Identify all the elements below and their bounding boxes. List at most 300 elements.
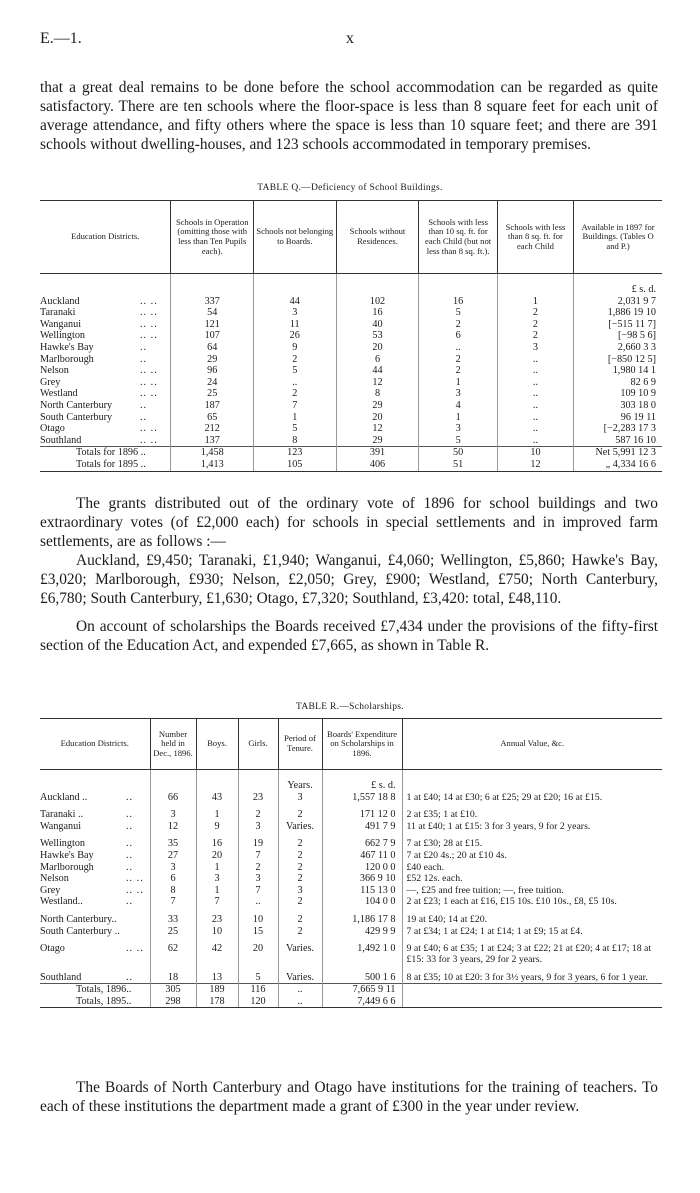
value-cell: 20 <box>336 412 419 424</box>
district-cell <box>40 885 150 897</box>
value-cell: 123 <box>253 447 336 459</box>
col-header: Education Districts. <box>60 738 129 749</box>
available-cell: 1,886 19 10 <box>574 307 662 319</box>
table-row <box>40 412 662 424</box>
leader-dots: .. <box>126 809 134 821</box>
value-cell: 29 <box>336 400 419 412</box>
value-cell: 16 <box>196 832 238 850</box>
value-cell: 406 <box>336 459 419 471</box>
available-cell: 109 10 9 <box>574 388 662 400</box>
value-cell: 20 <box>238 937 278 965</box>
value-cell: 12 <box>336 423 419 435</box>
annual-value-cell: 11 at £40; 1 at £15: 3 for 3 years, 9 for 2 years. <box>402 821 662 833</box>
value-cell: 3 <box>238 821 278 833</box>
col-header: Girls. <box>238 719 278 770</box>
leader-dots: .. .. <box>140 330 158 342</box>
paragraph-grants <box>40 494 658 655</box>
value-cell: 5 <box>419 435 497 447</box>
value-cell: 44 <box>253 296 336 308</box>
available-cell: 1,980 14 1 <box>574 365 662 377</box>
annual-value-cell: 7 at £34; 1 at £24; 1 at £14; 1 at £9; 15 at £4. <box>402 926 662 938</box>
value-cell: 120 <box>238 996 278 1008</box>
value-cell: 2 <box>278 862 322 874</box>
leader-dots: .. <box>126 838 134 850</box>
district-cell <box>40 354 171 366</box>
annual-value-cell: —, £25 and free tuition; —, free tuition. <box>402 885 662 897</box>
col-header: Boards' Expenditure on Scholarships in 1896. <box>322 719 402 770</box>
expenditure-cell: 120 0 0 <box>322 862 402 874</box>
value-cell: 2 <box>419 354 497 366</box>
annual-value-cell: 7 at £20 4s.; 20 at £10 4s. <box>402 850 662 862</box>
table-row <box>40 435 662 447</box>
expenditure-cell: 1,557 18 8 <box>322 792 402 804</box>
value-cell: 3 <box>150 862 196 874</box>
expenditure-cell: 366 9 10 <box>322 873 402 885</box>
value-cell: 35 <box>150 832 196 850</box>
col-header: Schools with less than 8 sq. ft. for each Child <box>497 201 573 274</box>
value-cell: 3 <box>278 792 322 804</box>
value-cell: 1 <box>253 412 336 424</box>
value-cell: 42 <box>196 937 238 965</box>
available-cell: [−2,283 17 3 <box>574 423 662 435</box>
col-header: Schools without Residences. <box>336 201 419 274</box>
value-cell: 23 <box>238 792 278 804</box>
table-row <box>40 937 662 965</box>
value-cell: 187 <box>171 400 254 412</box>
leader-dots: .. .. <box>140 434 158 446</box>
district-name: Wellington <box>40 330 86 342</box>
totals-label: Totals for 1896 .. <box>40 447 171 459</box>
table-row <box>40 388 662 400</box>
value-cell: 43 <box>196 792 238 804</box>
value-cell: 2 <box>278 873 322 885</box>
col-header: Number held in Dec., 1896. <box>150 719 196 770</box>
value-cell: 29 <box>171 354 254 366</box>
table-q-caption: TABLE Q.—Deficiency of School Buildings. <box>257 183 443 193</box>
leader-dots: .. <box>140 399 148 411</box>
available-cell: Net 5,991 12 3 <box>574 447 662 459</box>
value-cell: .. <box>278 984 322 996</box>
expenditure-cell: 491 7 9 <box>322 821 402 833</box>
paragraph-text: that a great deal remains to be done before the school accommodation can be regarded as quite satisfactory. There are ten schools where the floor-space is less than 8 square feet for each unit of average attendance, and fifty others where the space is less than 10 square feet; and there are 391 schools without dwelling-houses, and 123 schools accommodated in temporary premises. <box>40 79 658 153</box>
value-cell: 6 <box>150 873 196 885</box>
value-cell: 33 <box>150 908 196 926</box>
annual-value-cell: 19 at £40; 14 at £20. <box>402 908 662 926</box>
value-cell: 2 <box>278 832 322 850</box>
value-cell: 20 <box>196 850 238 862</box>
annual-value-cell: 7 at £30; 28 at £15. <box>402 832 662 850</box>
value-cell: 64 <box>171 342 254 354</box>
district-cell <box>40 821 150 833</box>
district-name: Marlborough <box>40 353 94 365</box>
value-cell: .. <box>497 377 573 389</box>
value-cell: 116 <box>238 984 278 996</box>
district-cell <box>40 319 171 331</box>
table-row <box>40 896 662 908</box>
value-cell: 6 <box>336 354 419 366</box>
district-cell <box>40 908 150 926</box>
value-cell: 11 <box>253 319 336 331</box>
value-cell: 2 <box>497 319 573 331</box>
value-cell: 7 <box>253 400 336 412</box>
value-cell: 7 <box>150 896 196 908</box>
value-cell: 2 <box>278 908 322 926</box>
value-cell: 2 <box>419 365 497 377</box>
district-cell <box>40 966 150 984</box>
value-cell: 26 <box>253 330 336 342</box>
paragraph-text: On account of scholarships the Boards received £7,434 under the provisions of the fifty-first section of the Education Act, and expended £7,665, as shown in Table R. <box>40 618 658 654</box>
annual-value-cell: £52 12s. each. <box>402 873 662 885</box>
value-cell: 3 <box>253 307 336 319</box>
table-header-row <box>40 201 662 274</box>
table-row <box>40 423 662 435</box>
leader-dots: .. .. <box>126 873 144 885</box>
empty-cell <box>402 984 662 996</box>
value-cell: 7 <box>196 896 238 908</box>
value-cell: 1 <box>196 803 238 821</box>
paragraph-text: The Boards of North Canterbury and Otago have institutions for the training of teachers. To each of these institutions the department made a grant of £300 in the year under review. <box>40 1079 658 1115</box>
value-cell: .. <box>497 354 573 366</box>
table-q <box>40 200 662 472</box>
district-cell <box>40 937 150 965</box>
district-cell <box>40 435 171 447</box>
value-cell: 105 <box>253 459 336 471</box>
col-header: Schools not belonging to Boards. <box>253 201 336 274</box>
value-cell: 107 <box>171 330 254 342</box>
value-cell: .. <box>278 996 322 1008</box>
district-name: Taranaki <box>40 307 76 319</box>
leader-dots: .. <box>140 411 148 423</box>
table-row <box>40 342 662 354</box>
paragraph-accommodation <box>40 78 658 154</box>
value-cell: 212 <box>171 423 254 435</box>
table-row <box>40 330 662 342</box>
expenditure-cell: 1,492 1 0 <box>322 937 402 965</box>
district-name: Southland <box>40 434 82 446</box>
value-cell: 24 <box>171 377 254 389</box>
district-cell <box>40 792 150 804</box>
district-name: Westland <box>40 388 78 400</box>
district-name: Nelson <box>40 365 69 377</box>
leader-dots: .. .. <box>140 307 158 319</box>
value-cell: 16 <box>419 296 497 308</box>
value-cell: 121 <box>171 319 254 331</box>
empty-cell <box>419 274 497 296</box>
value-cell: 1,458 <box>171 447 254 459</box>
value-cell: 5 <box>238 966 278 984</box>
district-name: Taranaki .. <box>40 809 84 821</box>
value-cell: 96 <box>171 365 254 377</box>
district-name: Otago <box>40 943 65 955</box>
col-header: Education Districts. <box>40 201 171 274</box>
district-cell <box>40 296 171 308</box>
value-cell: 2 <box>278 896 322 908</box>
value-cell: 3 <box>497 342 573 354</box>
district-cell <box>40 926 150 938</box>
district-name: North Canterbury.. <box>40 913 117 925</box>
value-cell: 1,413 <box>171 459 254 471</box>
value-cell: 337 <box>171 296 254 308</box>
value-cell: 3 <box>196 873 238 885</box>
value-cell: .. <box>497 435 573 447</box>
value-cell: 8 <box>336 388 419 400</box>
value-cell: 2 <box>253 354 336 366</box>
expenditure-cell: 7,665 9 11 <box>322 984 402 996</box>
district-cell <box>40 423 171 435</box>
table-row <box>40 885 662 897</box>
district-name: Grey <box>40 884 61 896</box>
totals-label: Totals for 1895 .. <box>40 459 171 471</box>
table-row <box>40 862 662 874</box>
available-cell: [−850 12 5] <box>574 354 662 366</box>
value-cell: 178 <box>196 996 238 1008</box>
value-cell: Varies. <box>278 966 322 984</box>
value-cell: 2 <box>238 862 278 874</box>
col-header: Period of Tenure. <box>278 719 322 770</box>
leader-dots: .. <box>126 820 134 832</box>
leader-dots: .. .. <box>126 884 144 896</box>
report-code: E.—1. <box>40 30 82 47</box>
col-header: Available in 1897 for Buildings. (Tables O and P.) <box>574 201 662 274</box>
value-cell: .. <box>253 377 336 389</box>
district-cell <box>40 330 171 342</box>
value-cell: 25 <box>171 388 254 400</box>
value-cell: 9 <box>196 821 238 833</box>
district-cell <box>40 862 150 874</box>
expenditure-cell: 104 0 0 <box>322 896 402 908</box>
value-cell: 305 <box>150 984 196 996</box>
empty-cell <box>402 996 662 1008</box>
leader-dots: .. <box>126 861 134 873</box>
value-cell: 189 <box>196 984 238 996</box>
empty-cell <box>238 770 278 792</box>
value-cell: .. <box>497 423 573 435</box>
district-cell <box>40 850 150 862</box>
district-name: Auckland <box>40 295 80 307</box>
value-cell: 2 <box>278 803 322 821</box>
available-cell: 82 6 9 <box>574 377 662 389</box>
empty-cell <box>40 274 171 296</box>
table-row <box>40 908 662 926</box>
empty-cell <box>402 770 662 792</box>
district-name: Westland.. <box>40 896 83 908</box>
value-cell: 20 <box>336 342 419 354</box>
col-header: Boys. <box>196 719 238 770</box>
table-row <box>40 296 662 308</box>
col-header: Schools in Operation (omitting those with less than Ten Pupils each). <box>171 201 254 274</box>
district-name: Marlborough <box>40 861 94 873</box>
available-cell: „ 4,334 16 6 <box>574 459 662 471</box>
paragraph-text: Auckland, £9,450; Taranaki, £1,940; Wanganui, £4,060; Wellington, £5,860; Hawke's Bay, £3,020; Marlborough, £930; Nelson, £2,050; Grey, £900; Westland, £750; North Canterbury, £6,780; South Canterbury, £1,630; Otago, £7,320; Southland, £3,420: total, £48,110. <box>40 552 658 607</box>
empty-cell <box>150 770 196 792</box>
page-number: x <box>346 30 354 47</box>
leader-dots: .. <box>126 896 134 908</box>
value-cell: 10 <box>196 926 238 938</box>
district-name: South Canterbury <box>40 411 113 423</box>
paragraph-training <box>40 1078 658 1116</box>
table-row <box>40 307 662 319</box>
value-cell: .. <box>497 400 573 412</box>
value-cell: 2 <box>497 330 573 342</box>
value-cell: 15 <box>238 926 278 938</box>
district-cell <box>40 873 150 885</box>
available-cell: 96 19 11 <box>574 412 662 424</box>
value-cell: 1 <box>196 885 238 897</box>
page-header <box>40 30 660 52</box>
value-cell: 29 <box>336 435 419 447</box>
district-name: Wanganui <box>40 318 82 330</box>
district-name: Southland <box>40 971 82 983</box>
value-cell: 23 <box>196 908 238 926</box>
value-cell: 7 <box>238 850 278 862</box>
table-row <box>40 365 662 377</box>
leader-dots: .. <box>126 849 134 861</box>
empty-cell <box>336 274 419 296</box>
district-cell <box>40 388 171 400</box>
table-row <box>40 821 662 833</box>
district-name: Otago <box>40 423 65 435</box>
expenditure-cell: 1,186 17 8 <box>322 908 402 926</box>
district-name: Auckland .. <box>40 791 88 803</box>
expenditure-cell: 429 9 9 <box>322 926 402 938</box>
value-cell: 10 <box>497 447 573 459</box>
annual-value-cell: 2 at £35; 1 at £10. <box>402 803 662 821</box>
annual-value-cell: 1 at £40; 14 at £30; 6 at £25; 29 at £20; 16 at £15. <box>402 792 662 804</box>
value-cell: 40 <box>336 319 419 331</box>
district-cell <box>40 365 171 377</box>
value-cell: 53 <box>336 330 419 342</box>
currency-heading: £ s. d. <box>574 274 662 296</box>
table-row <box>40 770 662 792</box>
available-cell: 2,660 3 3 <box>574 342 662 354</box>
district-name: North Canterbury <box>40 399 113 411</box>
value-cell: 51 <box>419 459 497 471</box>
value-cell: 5 <box>253 423 336 435</box>
totals-label: Totals, 1895.. <box>40 996 150 1008</box>
value-cell: 54 <box>171 307 254 319</box>
value-cell: 5 <box>419 307 497 319</box>
table-row <box>40 832 662 850</box>
empty-cell <box>40 770 150 792</box>
table-row <box>40 873 662 885</box>
value-cell: 13 <box>196 966 238 984</box>
annual-value-cell: 8 at £35; 10 at £20: 3 for 3½ years, 9 for 3 years, 6 for 1 year. <box>402 966 662 984</box>
available-cell: 2,031 9 7 <box>574 296 662 308</box>
value-cell: .. <box>497 412 573 424</box>
value-cell: 66 <box>150 792 196 804</box>
district-name: Wellington <box>40 838 86 850</box>
totals-row <box>40 459 662 471</box>
table-row <box>40 850 662 862</box>
value-cell: 3 <box>278 885 322 897</box>
value-cell: 62 <box>150 937 196 965</box>
value-cell: 18 <box>150 966 196 984</box>
value-cell: 298 <box>150 996 196 1008</box>
value-cell: 65 <box>171 412 254 424</box>
leader-dots: .. .. <box>140 318 158 330</box>
value-cell: 102 <box>336 296 419 308</box>
value-cell: 50 <box>419 447 497 459</box>
district-cell <box>40 896 150 908</box>
value-cell: 3 <box>150 803 196 821</box>
district-cell <box>40 832 150 850</box>
district-name: South Canterbury .. <box>40 925 120 937</box>
value-cell: 7 <box>238 885 278 897</box>
value-cell: 391 <box>336 447 419 459</box>
leader-dots: .. .. <box>140 423 158 435</box>
totals-row <box>40 984 662 996</box>
annual-value-cell: £40 each. <box>402 862 662 874</box>
table-row <box>40 792 662 804</box>
available-cell: 587 16 10 <box>574 435 662 447</box>
district-name: Hawke's Bay <box>40 849 94 861</box>
value-cell: 3 <box>419 388 497 400</box>
value-cell: 2 <box>238 803 278 821</box>
value-cell: 12 <box>336 377 419 389</box>
leader-dots: .. .. <box>140 365 158 377</box>
leader-dots: .. .. <box>140 388 158 400</box>
value-cell: 1 <box>419 412 497 424</box>
value-cell: 2 <box>278 850 322 862</box>
table-header-row <box>40 719 662 770</box>
value-cell: Varies. <box>278 821 322 833</box>
value-cell: 1 <box>196 862 238 874</box>
value-cell: 1 <box>419 377 497 389</box>
table-row <box>40 926 662 938</box>
empty-cell <box>253 274 336 296</box>
value-cell: Varies. <box>278 937 322 965</box>
value-cell: 27 <box>150 850 196 862</box>
table-row <box>40 319 662 331</box>
table-r <box>40 718 662 1008</box>
expenditure-cell: 500 1 6 <box>322 966 402 984</box>
available-cell: 303 18 0 <box>574 400 662 412</box>
value-cell: 16 <box>336 307 419 319</box>
table-row <box>40 354 662 366</box>
value-cell: 25 <box>150 926 196 938</box>
value-cell: 137 <box>171 435 254 447</box>
totals-label: Totals, 1896.. <box>40 984 150 996</box>
empty-cell <box>196 770 238 792</box>
table-row <box>40 803 662 821</box>
totals-row <box>40 996 662 1008</box>
value-cell: 4 <box>419 400 497 412</box>
value-cell: 44 <box>336 365 419 377</box>
value-cell: .. <box>238 896 278 908</box>
value-cell: 5 <box>253 365 336 377</box>
expenditure-cell: 662 7 9 <box>322 832 402 850</box>
value-cell: 10 <box>238 908 278 926</box>
district-cell <box>40 377 171 389</box>
district-name: Wanganui <box>40 820 82 832</box>
value-cell: 1 <box>497 296 573 308</box>
leader-dots: .. .. <box>140 376 158 388</box>
value-cell: .. <box>497 388 573 400</box>
district-cell <box>40 400 171 412</box>
expenditure-cell: 171 12 0 <box>322 803 402 821</box>
leader-dots: .. .. <box>126 943 144 955</box>
district-cell <box>40 307 171 319</box>
table-row <box>40 274 662 296</box>
district-cell <box>40 803 150 821</box>
value-cell: 12 <box>497 459 573 471</box>
years-heading: Years. <box>278 770 322 792</box>
district-cell <box>40 412 171 424</box>
expenditure-cell: 115 13 0 <box>322 885 402 897</box>
paragraph-text: The grants distributed out of the ordinary vote of 1896 for school buildings and two extraordinary votes (of £2,000 each) for schools in special settlements and in improved farm settlements, are as follows :— <box>40 495 658 550</box>
annual-value-cell: 2 at £23; 1 each at £16, £15 10s. £10 10s., £8, £5 10s. <box>402 896 662 908</box>
value-cell: 12 <box>150 821 196 833</box>
